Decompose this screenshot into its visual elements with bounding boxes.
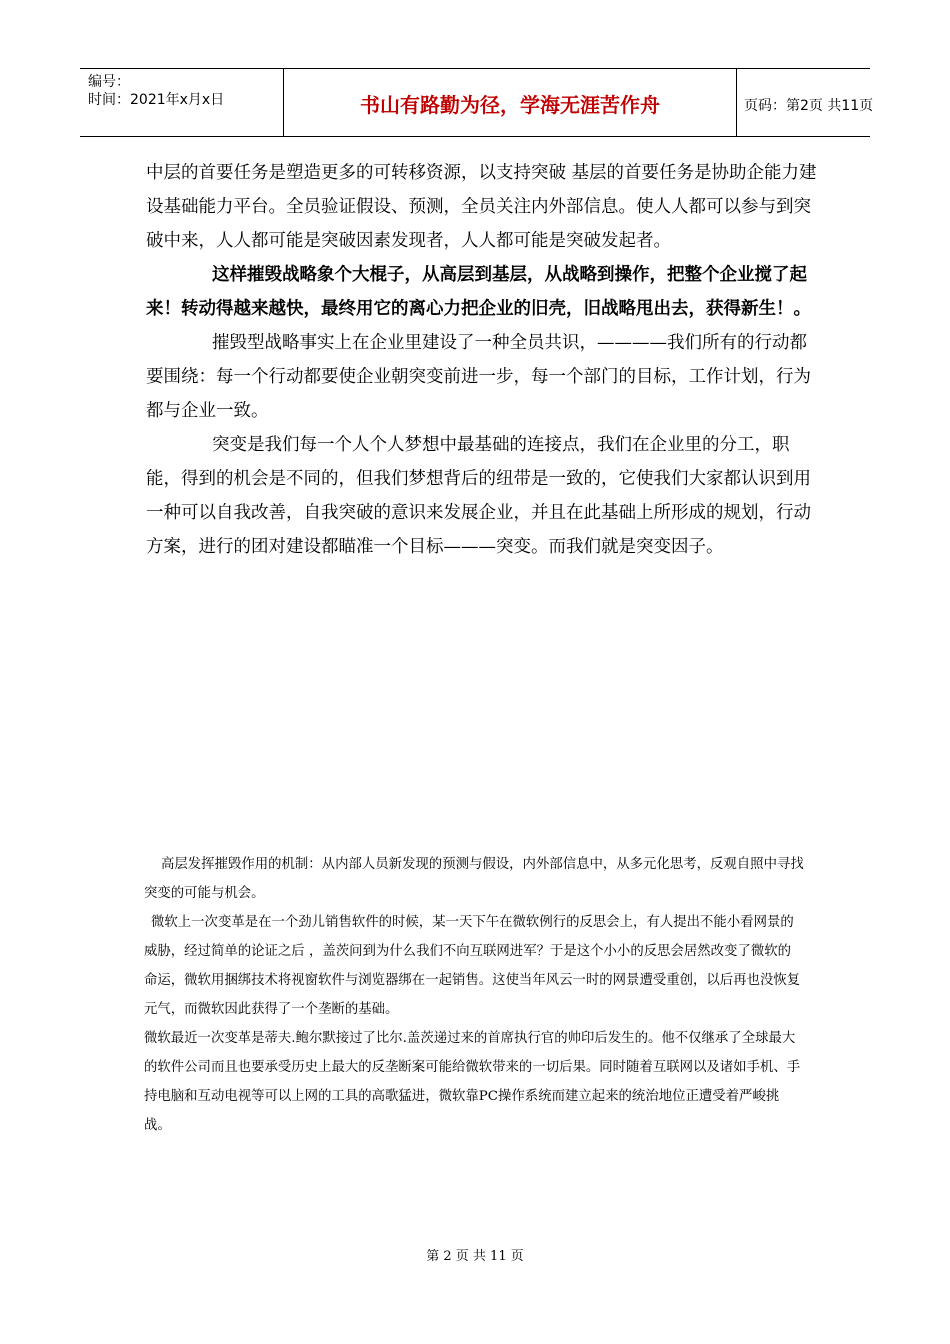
header-page-cell [736, 69, 874, 136]
paragraph-6: 微软上一次变革是在一个劲儿销售软件的时候，某一天下午在微软例行的反思会上，有人提出不能小看网景的威胁，经过简单的论证之后 ，盖茨问到为什么我们不向互联网进军？于是这个小小的反思会居然改变了微软的命运，微软用捆绑技术将视窗软件与浏览器绑在一起销售。这使当年风云一时的网景遭受重创，以后再也没恢复元气，而微软因此获得了一个垄断的基础。 [144, 915, 801, 1017]
time-label: 时间：2021年x月x日 [88, 92, 225, 108]
header-motto-cell [283, 69, 737, 136]
header-motto: 书山有路勤为径，学海无涯苦作舟 [360, 93, 660, 117]
page-footer: 第 2 页 共 11 页 [426, 1249, 524, 1264]
paragraph-4: 突变是我们每一个人个人梦想中最基础的连接点，我们在企业里的分工，职能，得到的机会是不同的，但我们梦想背后的纽带是一致的，它使我们大家都认识到用一种可以自我改善，自我突破的意识来发展企业，并且在此基础上所形成的规划，行动方案，进行的团对建设都瞄准一个目标———突变。而我们就是突变因子。 [146, 435, 811, 557]
secondary-text-section [144, 850, 804, 1140]
paragraph-7: 微软最近一次变革是蒂夫.鲍尔默接过了比尔.盖茨递过来的首席执行官的帅印后发生的。他不仅继承了全球最大的软件公司而且也要承受历史上最大的反垄断案可能给微软带来的一切后果。同时随着互联网以及诸如手机、手持电脑和互动电视等可以上网的工具的高歌猛进，微软靠PC操作系统而建立起来的统治地位正遭受着严峻挑战。 [144, 1031, 801, 1133]
paragraph-1: 中层的首要任务是塑造更多的可转移资源，以支持突破 基层的首要任务是协助企能力建设基础能力平台。全员验证假设、预测，全员关注内外部信息。使人人都可以参与到突破中来，人人都可能是突破因素发现者，人人都可能是突破发起者。 [146, 163, 817, 251]
main-text-section [146, 156, 822, 564]
paragraph-5: 高层发挥摧毁作用的机制：从内部人员新发现的预测与假设，内外部信息中，从多元化思考，反观自照中寻找突变的可能与机会。 [144, 857, 804, 901]
header-meta-cell [80, 69, 283, 136]
header-page-info: 页码：第2页 共11页 [744, 98, 874, 114]
document-header [80, 68, 874, 137]
number-label: 编号： [88, 74, 130, 90]
paragraph-2-bold: 这样摧毁战略象个大棍子，从高层到基层，从战略到操作，把整个企业搅了起来！转动得越来越快，最终用它的离心力把企业的旧壳，旧战略甩出去，获得新生！。 [146, 265, 811, 319]
paragraph-3: 摧毁型战略事实上在企业里建设了一种全员共识，————我们所有的行动都要围绕：每一个行动都要使企业朝突变前进一步，每一个部门的目标，工作计划，行为都与企业一致。 [146, 333, 811, 421]
